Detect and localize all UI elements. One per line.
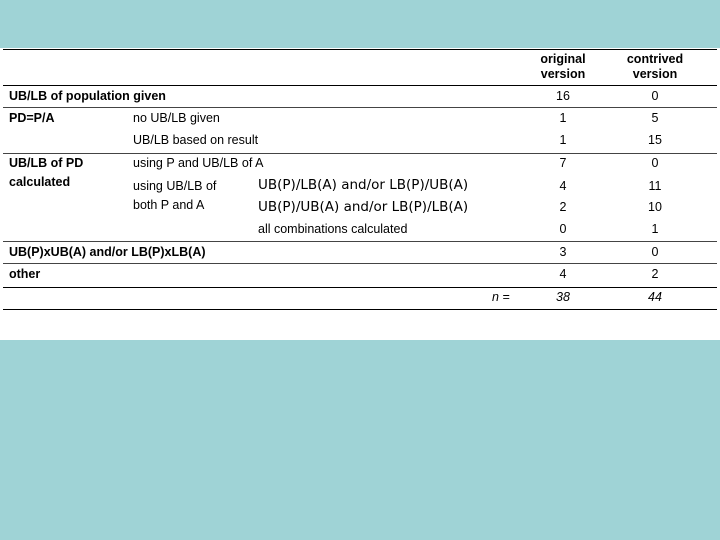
row-label-pd: PD=P/A: [9, 111, 55, 125]
cell-original: 1: [559, 111, 567, 125]
cell-contrived: 10: [648, 200, 662, 214]
table-panel: [0, 48, 720, 340]
cell-contrived: 11: [648, 179, 662, 193]
cell-contrived: 1: [651, 222, 659, 236]
cell-contrived: 0: [651, 245, 659, 259]
cell-contrived: 5: [651, 111, 659, 125]
row-rule: [3, 153, 717, 154]
cell-original: 4: [559, 267, 567, 281]
sub-label: UB/LB based on result: [133, 133, 259, 147]
sub-label: using UB/LB of both P and A: [133, 179, 217, 212]
cell-original: 16: [556, 89, 570, 103]
header-contrived: contrived version: [626, 52, 684, 81]
sub-label: using P and UB/LB of A: [133, 156, 264, 170]
cell-contrived: 2: [651, 267, 659, 281]
total-original: 38: [556, 290, 570, 304]
cell-original: 7: [559, 156, 567, 170]
totals-label: n =: [492, 290, 510, 304]
cell-original: 3: [559, 245, 567, 259]
cell-contrived: 15: [648, 133, 662, 147]
cell-original: 1: [559, 133, 567, 147]
row-rule: [3, 241, 717, 242]
cell-contrived: 0: [651, 156, 659, 170]
table-bottom-rule: [3, 309, 717, 310]
row-label-other: other: [9, 267, 41, 281]
row-rule: [3, 263, 717, 264]
header-original: original version: [540, 52, 586, 81]
detail-label: UB(P)/UB(A) and/or LB(P)/LB(A): [258, 199, 469, 215]
row-label-population: UB/LB of population given: [9, 89, 166, 103]
cell-original: 0: [559, 222, 567, 236]
row-rule: [3, 107, 717, 108]
totals-rule: [3, 287, 717, 288]
table-top-rule: [3, 49, 717, 50]
row-label-product: UB(P)xUB(A) and/or LB(P)xLB(A): [9, 245, 206, 259]
total-contrived: 44: [648, 290, 662, 304]
cell-original: 4: [559, 179, 567, 193]
header-rule: [3, 85, 717, 86]
detail-label: UB(P)/LB(A) and/or LB(P)/UB(A): [258, 177, 469, 193]
detail-label: all combinations calculated: [258, 222, 408, 236]
cell-contrived: 0: [651, 89, 659, 103]
cell-original: 2: [559, 200, 567, 214]
sub-label: no UB/LB given: [133, 111, 220, 125]
row-label-calculated: UB/LB of PD calculated: [9, 156, 84, 189]
